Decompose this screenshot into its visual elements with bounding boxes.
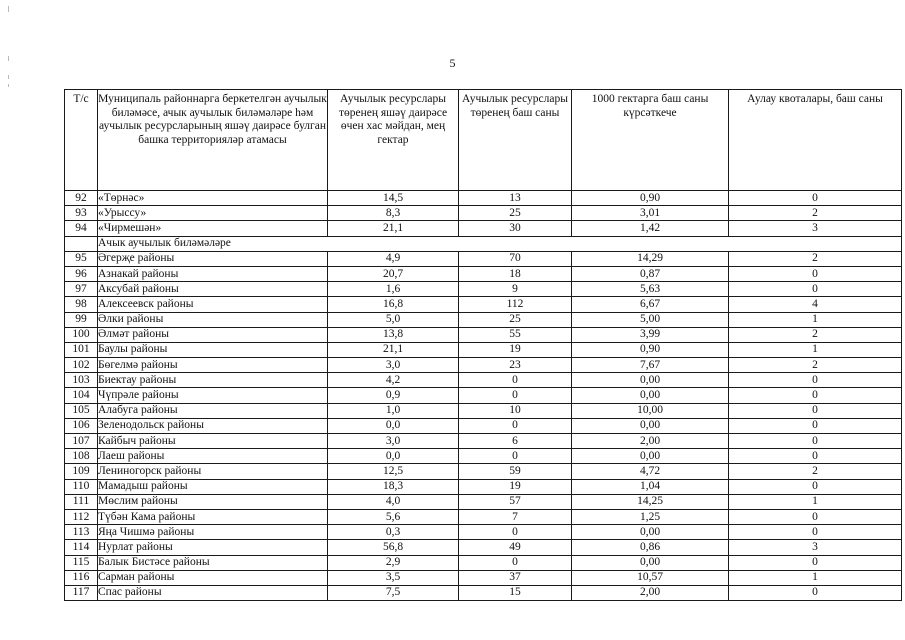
table-row xyxy=(65,464,902,479)
row-density: 0,00 xyxy=(572,388,729,403)
row-habitat-area: 5,6 xyxy=(328,509,459,524)
row-head-count: 0 xyxy=(459,555,572,570)
row-habitat-area: 16,8 xyxy=(328,297,459,312)
table-row xyxy=(65,479,902,494)
table-row xyxy=(65,555,902,570)
header-quota: Аулау квоталары, баш саны xyxy=(729,90,902,191)
row-density: 2,00 xyxy=(572,434,729,449)
row-head-count: 9 xyxy=(459,282,572,297)
row-head-count: 0 xyxy=(459,373,572,388)
table-row xyxy=(65,191,902,206)
row-habitat-area: 0,0 xyxy=(328,418,459,433)
header-head-count: Аучылык ресурслары төренең баш саны xyxy=(459,90,572,191)
row-habitat-area: 0,3 xyxy=(328,525,459,540)
row-quota: 1 xyxy=(729,570,902,585)
row-quota: 4 xyxy=(729,297,902,312)
row-quota: 0 xyxy=(729,449,902,464)
row-quota: 3 xyxy=(729,221,902,236)
row-number: 101 xyxy=(65,342,98,357)
table-row xyxy=(65,540,902,555)
table-row xyxy=(65,494,902,509)
row-habitat-area: 21,1 xyxy=(328,221,459,236)
row-territory-name: Азнакай районы xyxy=(98,266,328,281)
row-number: 95 xyxy=(65,251,98,266)
row-territory-name: Алексеевск районы xyxy=(98,297,328,312)
row-density: 10,57 xyxy=(572,570,729,585)
row-quota: 2 xyxy=(729,464,902,479)
row-territory-name: Әгерҗе районы xyxy=(98,251,328,266)
table-row xyxy=(65,525,902,540)
row-head-count: 112 xyxy=(459,297,572,312)
row-number: 103 xyxy=(65,373,98,388)
table-row xyxy=(65,418,902,433)
table-row xyxy=(65,312,902,327)
header-habitat-area: Аучылык ресурслары төренең яшәү даирәсе өчен хас мәйдан, мең гектар xyxy=(328,90,459,191)
row-density: 5,63 xyxy=(572,282,729,297)
row-quota: 2 xyxy=(729,251,902,266)
table-row xyxy=(65,509,902,524)
row-number: 111 xyxy=(65,494,98,509)
row-number: 117 xyxy=(65,585,98,600)
row-territory-name: Балык Бистәсе районы xyxy=(98,555,328,570)
row-territory-name: Түбән Кама районы xyxy=(98,509,328,524)
row-territory-name: Кайбыч районы xyxy=(98,434,328,449)
table-row xyxy=(65,570,902,585)
row-quota: 0 xyxy=(729,555,902,570)
row-density: 5,00 xyxy=(572,312,729,327)
table-row xyxy=(65,434,902,449)
row-number: 105 xyxy=(65,403,98,418)
row-number: 92 xyxy=(65,191,98,206)
row-habitat-area: 5,0 xyxy=(328,312,459,327)
section-row xyxy=(65,236,902,251)
row-quota: 0 xyxy=(729,509,902,524)
row-territory-name: Зеленодольск районы xyxy=(98,418,328,433)
row-habitat-area: 18,3 xyxy=(328,479,459,494)
row-territory-name: Мөслим районы xyxy=(98,494,328,509)
row-quota: 1 xyxy=(729,342,902,357)
row-territory-name: Баулы районы xyxy=(98,342,328,357)
row-quota: 0 xyxy=(729,418,902,433)
row-head-count: 23 xyxy=(459,358,572,373)
row-head-count: 10 xyxy=(459,403,572,418)
row-territory-name: Лаеш районы xyxy=(98,449,328,464)
row-habitat-area: 0,9 xyxy=(328,388,459,403)
row-density: 1,25 xyxy=(572,509,729,524)
row-territory-name: Спас районы xyxy=(98,585,328,600)
row-number: 112 xyxy=(65,509,98,524)
row-quota: 2 xyxy=(729,327,902,342)
row-density: 3,99 xyxy=(572,327,729,342)
row-head-count: 30 xyxy=(459,221,572,236)
table-row xyxy=(65,403,902,418)
row-head-count: 15 xyxy=(459,585,572,600)
row-head-count: 49 xyxy=(459,540,572,555)
table-row xyxy=(65,282,902,297)
row-density: 0,00 xyxy=(572,449,729,464)
page-number: 5 xyxy=(449,56,456,70)
row-density: 1,04 xyxy=(572,479,729,494)
row-density: 0,00 xyxy=(572,418,729,433)
row-territory-name: «Чирмешән» xyxy=(98,221,328,236)
row-head-count: 70 xyxy=(459,251,572,266)
header-density: 1000 гектарга баш саны күрсәткече xyxy=(572,90,729,191)
row-territory-name: Аксубай районы xyxy=(98,282,328,297)
row-habitat-area: 2,9 xyxy=(328,555,459,570)
row-head-count: 37 xyxy=(459,570,572,585)
row-habitat-area: 3,0 xyxy=(328,358,459,373)
row-number: 99 xyxy=(65,312,98,327)
row-territory-name: «Төрнәс» xyxy=(98,191,328,206)
row-head-count: 25 xyxy=(459,206,572,221)
row-habitat-area: 7,5 xyxy=(328,585,459,600)
row-quota: 0 xyxy=(729,403,902,418)
hunting-quota-table xyxy=(64,89,902,601)
row-density: 0,87 xyxy=(572,266,729,281)
section-number-cell xyxy=(65,236,98,251)
row-number: 107 xyxy=(65,434,98,449)
row-habitat-area: 4,0 xyxy=(328,494,459,509)
table-body-open-grounds xyxy=(65,251,902,600)
table-body-hunting-grounds xyxy=(65,191,902,237)
table-header-row xyxy=(65,90,902,191)
row-head-count: 59 xyxy=(459,464,572,479)
row-territory-name: Биектау районы xyxy=(98,373,328,388)
table-row xyxy=(65,388,902,403)
row-density: 2,00 xyxy=(572,585,729,600)
row-density: 14,29 xyxy=(572,251,729,266)
row-head-count: 0 xyxy=(459,525,572,540)
scan-margin-mark xyxy=(8,75,9,79)
row-number: 114 xyxy=(65,540,98,555)
row-territory-name: Әлки районы xyxy=(98,312,328,327)
row-number: 110 xyxy=(65,479,98,494)
row-quota: 0 xyxy=(729,585,902,600)
table-row xyxy=(65,297,902,312)
row-territory-name: Лениногорск районы xyxy=(98,464,328,479)
row-density: 1,42 xyxy=(572,221,729,236)
row-density: 6,67 xyxy=(572,297,729,312)
row-density: 7,67 xyxy=(572,358,729,373)
table-row xyxy=(65,221,902,236)
row-head-count: 18 xyxy=(459,266,572,281)
row-habitat-area: 56,8 xyxy=(328,540,459,555)
table-row xyxy=(65,358,902,373)
row-head-count: 0 xyxy=(459,449,572,464)
table-row xyxy=(65,449,902,464)
row-quota: 1 xyxy=(729,494,902,509)
table-section xyxy=(65,236,902,251)
row-head-count: 25 xyxy=(459,312,572,327)
table-row xyxy=(65,585,902,600)
row-quota: 0 xyxy=(729,434,902,449)
row-density: 0,90 xyxy=(572,342,729,357)
table-row xyxy=(65,373,902,388)
row-number: 102 xyxy=(65,358,98,373)
row-habitat-area: 4,2 xyxy=(328,373,459,388)
row-habitat-area: 4,9 xyxy=(328,251,459,266)
row-head-count: 6 xyxy=(459,434,572,449)
row-head-count: 55 xyxy=(459,327,572,342)
table-row xyxy=(65,327,902,342)
row-territory-name: Яңа Чишмә районы xyxy=(98,525,328,540)
row-number: 109 xyxy=(65,464,98,479)
row-density: 0,00 xyxy=(572,373,729,388)
row-habitat-area: 14,5 xyxy=(328,191,459,206)
table-row xyxy=(65,266,902,281)
row-habitat-area: 3,0 xyxy=(328,434,459,449)
row-territory-name: «Урыссу» xyxy=(98,206,328,221)
header-territory-name: Муниципаль районнарга беркетелгән аучылык биләмәсе, ачык аучылык биләмәләре һәм аучылык ресурсларының яшәү даирәсе булган башка территорияләр атамасы xyxy=(98,90,328,191)
section-label: Ачык аучылык биләмәләре xyxy=(98,236,902,251)
row-density: 0,86 xyxy=(572,540,729,555)
row-number: 97 xyxy=(65,282,98,297)
row-habitat-area: 1,0 xyxy=(328,403,459,418)
row-territory-name: Чүпрәле районы xyxy=(98,388,328,403)
row-number: 96 xyxy=(65,266,98,281)
row-number: 93 xyxy=(65,206,98,221)
row-number: 115 xyxy=(65,555,98,570)
row-number: 108 xyxy=(65,449,98,464)
row-density: 0,00 xyxy=(572,525,729,540)
row-quota: 0 xyxy=(729,479,902,494)
table-row xyxy=(65,342,902,357)
table-row xyxy=(65,251,902,266)
row-habitat-area: 13,8 xyxy=(328,327,459,342)
row-density: 3,01 xyxy=(572,206,729,221)
row-number: 94 xyxy=(65,221,98,236)
row-head-count: 13 xyxy=(459,191,572,206)
row-number: 104 xyxy=(65,388,98,403)
table-row xyxy=(65,206,902,221)
row-territory-name: Сарман районы xyxy=(98,570,328,585)
row-density: 10,00 xyxy=(572,403,729,418)
row-territory-name: Алабуга районы xyxy=(98,403,328,418)
row-quota: 0 xyxy=(729,388,902,403)
row-head-count: 0 xyxy=(459,388,572,403)
row-number: 98 xyxy=(65,297,98,312)
row-number: 100 xyxy=(65,327,98,342)
row-quota: 0 xyxy=(729,525,902,540)
row-density: 14,25 xyxy=(572,494,729,509)
row-head-count: 57 xyxy=(459,494,572,509)
row-habitat-area: 20,7 xyxy=(328,266,459,281)
row-territory-name: Мамадыш районы xyxy=(98,479,328,494)
row-habitat-area: 1,6 xyxy=(328,282,459,297)
row-quota: 1 xyxy=(729,312,902,327)
row-territory-name: Нурлат районы xyxy=(98,540,328,555)
row-number: 106 xyxy=(65,418,98,433)
row-habitat-area: 3,5 xyxy=(328,570,459,585)
row-quota: 0 xyxy=(729,191,902,206)
row-quota: 0 xyxy=(729,373,902,388)
row-density: 0,00 xyxy=(572,555,729,570)
scan-margin-mark xyxy=(8,84,9,87)
row-quota: 2 xyxy=(729,206,902,221)
row-quota: 3 xyxy=(729,540,902,555)
row-habitat-area: 21,1 xyxy=(328,342,459,357)
row-habitat-area: 12,5 xyxy=(328,464,459,479)
row-quota: 0 xyxy=(729,266,902,281)
scan-margin-mark xyxy=(8,6,9,12)
row-head-count: 19 xyxy=(459,479,572,494)
row-head-count: 7 xyxy=(459,509,572,524)
row-territory-name: Бөгелмә районы xyxy=(98,358,328,373)
row-density: 4,72 xyxy=(572,464,729,479)
row-head-count: 0 xyxy=(459,418,572,433)
row-territory-name: Әлмәт районы xyxy=(98,327,328,342)
row-number: 113 xyxy=(65,525,98,540)
header-number: Т/с xyxy=(65,90,98,191)
row-head-count: 19 xyxy=(459,342,572,357)
row-habitat-area: 8,3 xyxy=(328,206,459,221)
row-habitat-area: 0,0 xyxy=(328,449,459,464)
row-density: 0,90 xyxy=(572,191,729,206)
row-quota: 2 xyxy=(729,358,902,373)
row-quota: 0 xyxy=(729,282,902,297)
row-number: 116 xyxy=(65,570,98,585)
